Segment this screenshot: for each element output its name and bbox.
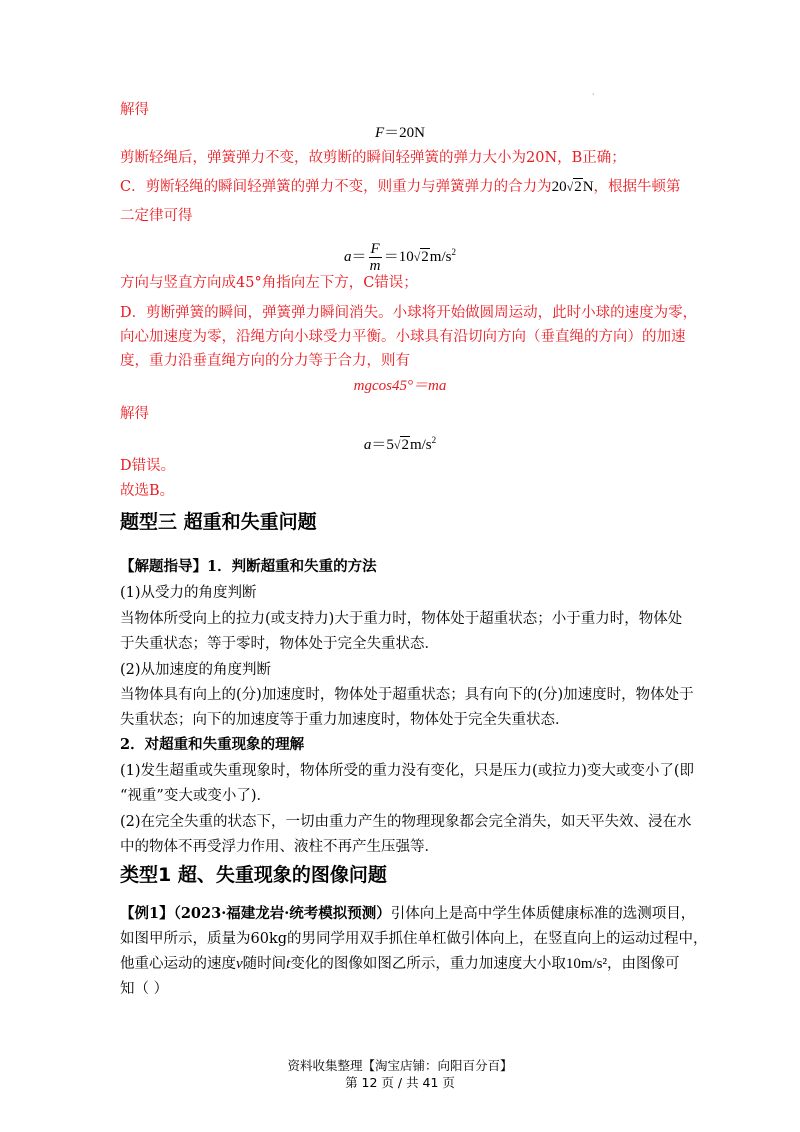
text-line: (1)从受力的角度判断: [120, 585, 257, 601]
text-line: D．剪断弹簧的瞬间，弹簧弹力瞬间消失。小球将开始做圆周运动，此时小球的速度为零，: [120, 305, 698, 321]
subheading: 2．对超重和失重现象的理解: [120, 736, 305, 753]
text-segment: 他重心运动的速度: [120, 956, 236, 972]
text-line: 如图甲所示，质量为60kg的男同学用双手抓住单杠做引体向上，在竖直向上的运动过程中，: [120, 931, 708, 947]
footer-source: 资料收集整理【淘宝店铺：向阳百分百】: [287, 1058, 513, 1073]
example-line-3: [120, 952, 680, 976]
text-line: (1)发生超重或失重现象时，物体所受的重力没有变化，只是压力(或拉力)变大或变小了(即: [120, 763, 695, 779]
guide-heading-text: 1．判断超重和失重的方法: [207, 558, 377, 575]
text-line: 中的物体不再受浮力作用、液柱不再产生压强等．: [120, 839, 439, 855]
text-line: (2)在完全失重的状态下，一切由重力产生的物理现象都会完全消失，如天平失效、浸在水: [120, 814, 692, 830]
text-line: D错误。: [120, 458, 176, 474]
formula-force-sum: 20√2N: [551, 179, 594, 195]
footer-page-number: 第 12 页 / 共 41 页: [345, 1075, 455, 1090]
decorative-dot: ·: [592, 90, 595, 99]
formula-mg: mgcos45°＝ma: [353, 378, 447, 394]
example-source: （2023·福建龙岩·统考模拟预测）: [173, 905, 391, 922]
text-line: 当物体具有向上的(分)加速度时，物体处于超重状态；具有向下的(分)加速度时，物体处于: [120, 687, 694, 703]
text-line: 当物体所受向上的拉力(或支持力)大于重力时，物体处于超重状态；小于重力时，物体处: [120, 611, 683, 627]
variable-t: t: [286, 956, 291, 972]
gravity-value: 10m/s²: [565, 956, 608, 972]
text-segment: 变化的图像如图乙所示，重力加速度大小取: [290, 956, 566, 972]
text-line: 度，重力沿垂直绳方向的分力等于合力，则有: [120, 353, 410, 369]
guide-heading: [120, 555, 680, 579]
guide-label: 【解题指导】: [120, 558, 207, 575]
text-line: 解得: [120, 406, 149, 422]
variable-v: v: [236, 956, 243, 972]
text-line: 知（ ）: [120, 981, 169, 997]
text-segment: 引体向上是高中学生体质健康标准的选测项目，: [390, 906, 696, 922]
text-line: 方向与竖直方向成45°角指向左下方，C错误；: [120, 275, 418, 291]
text-segment: C．剪断轻绳的瞬间轻弹簧的弹力不变，则重力与弹簧弹力的合力为: [120, 179, 552, 195]
formula-f-rest: ＝20N: [384, 125, 425, 141]
text-segment: 随时间: [242, 956, 287, 972]
text-line: 解得: [120, 102, 149, 118]
example-line-1: [120, 902, 696, 926]
text-line: 故选B。: [120, 483, 175, 499]
text-line: 向心加速度为零，沿绳方向小球受力平衡。小球具有沿切向方向（垂直绳的方向）的加速: [120, 329, 686, 345]
example-label: 【例1】: [120, 905, 174, 922]
text-line: 二定律可得: [120, 208, 193, 224]
formula-f: F＝20N: [374, 125, 425, 141]
text-line: 于失重状态；等于零时，物体处于完全失重状态．: [120, 636, 439, 652]
section-title: 题型三 超重和失重问题: [120, 511, 317, 533]
text-line: 剪断轻绳后，弹簧弹力不变，故剪断的瞬间轻弹簧的弹力大小为20N，B正确；: [120, 150, 626, 166]
formula-a-result: $a=5√2m/s^2$: [363, 435, 437, 453]
type-title: 类型1 超、失重现象的图像问题: [120, 864, 387, 886]
text-segment: ，根据牛顿第: [593, 179, 681, 195]
text-line: “视重”变大或变小了)．: [120, 788, 271, 804]
text-line-c: [120, 175, 680, 199]
text-line: 失重状态；向下的加速度等于重力加速度时，物体处于完全失重状态．: [120, 712, 570, 728]
text-segment: ，由图像可: [607, 956, 680, 972]
text-line: (2)从加速度的角度判断: [120, 662, 272, 678]
formula-acceleration: a＝ $\frac{F}{m}$ $=10√2m/s^2$: [344, 241, 456, 275]
